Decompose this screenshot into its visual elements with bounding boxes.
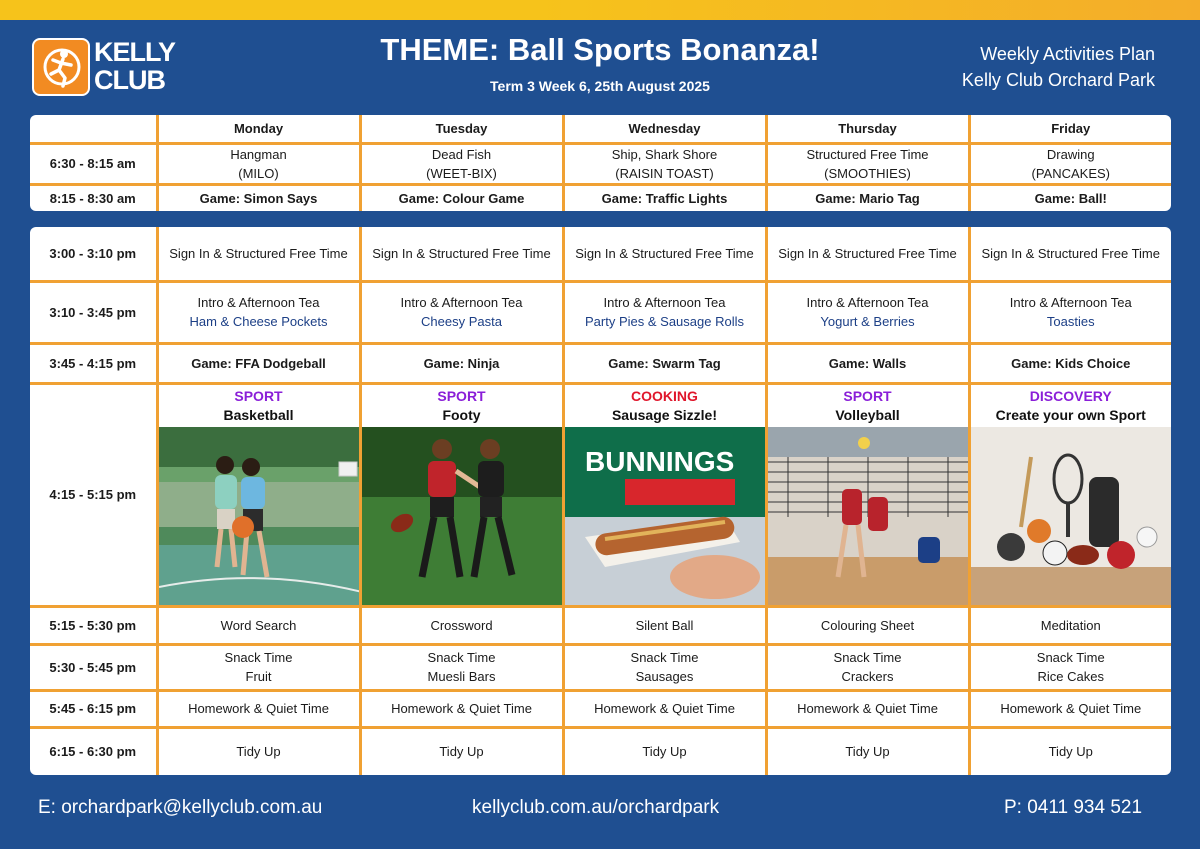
time-slot: 5:15 - 5:30 pm — [30, 606, 157, 644]
homework-cell: Homework & Quiet Time — [969, 690, 1171, 727]
sports-equipment-photo — [971, 427, 1172, 605]
homework-cell: Homework & Quiet Time — [563, 690, 766, 727]
store-sign-text: BUNNINGS — [584, 445, 734, 477]
day-header: Friday — [969, 115, 1171, 143]
snack-cell: Snack Time Fruit — [157, 644, 360, 690]
breakfast-cell: Structured Free Time (SMOOTHIES) — [766, 143, 969, 184]
game-cell: Game: Mario Tag — [766, 184, 969, 211]
day-header: Thursday — [766, 115, 969, 143]
game-cell: Game: Traffic Lights — [563, 184, 766, 211]
afternoon-game-row — [30, 343, 1171, 383]
activity-cell — [360, 383, 563, 606]
signin-cell: Sign In & Structured Free Time — [563, 227, 766, 281]
signin-cell: Sign In & Structured Free Time — [766, 227, 969, 281]
activity-category: SPORT — [437, 387, 486, 404]
snack-cell: Snack Time Sausages — [563, 644, 766, 690]
signin-cell: Sign In & Structured Free Time — [969, 227, 1171, 281]
day-header: Wednesday — [563, 115, 766, 143]
page-title: THEME: Ball Sports Bonanza! — [380, 32, 820, 67]
time-slot: 6:15 - 6:30 pm — [30, 727, 157, 775]
breakfast-row — [30, 143, 1171, 184]
signin-row — [30, 227, 1171, 281]
tea-cell: Intro & Afternoon Tea Toasties — [969, 281, 1171, 343]
breakfast-cell: Ship, Shark Shore (RAISIN TOAST) — [563, 143, 766, 184]
tidy-cell: Tidy Up — [157, 727, 360, 775]
afternoon-schedule-table — [30, 227, 1171, 775]
tidy-cell: Tidy Up — [360, 727, 563, 775]
activity-cell — [157, 383, 360, 606]
snack-cell: Snack Time Muesli Bars — [360, 644, 563, 690]
game-cell: Game: FFA Dodgeball — [157, 343, 360, 383]
tidy-cell: Tidy Up — [766, 727, 969, 775]
signin-cell: Sign In & Structured Free Time — [157, 227, 360, 281]
quiet-cell: Silent Ball — [563, 606, 766, 644]
activity-name: Basketball — [223, 406, 294, 423]
quiet-cell: Word Search — [157, 606, 360, 644]
homework-cell: Homework & Quiet Time — [157, 690, 360, 727]
tea-cell: Intro & Afternoon Tea Yogurt & Berries — [766, 281, 969, 343]
time-slot: 4:15 - 5:15 pm — [30, 383, 157, 606]
game-cell: Game: Ninja — [360, 343, 563, 383]
time-slot: 3:45 - 4:15 pm — [30, 343, 157, 383]
snack-cell: Snack Time Crackers — [766, 644, 969, 690]
volleyball-photo — [768, 427, 968, 605]
homework-cell: Homework & Quiet Time — [766, 690, 969, 727]
quiet-cell: Crossword — [360, 606, 563, 644]
time-slot: 6:30 - 8:15 am — [30, 143, 157, 184]
time-slot: 3:10 - 3:45 pm — [30, 281, 157, 343]
basketball-kids-photo — [159, 427, 359, 605]
term-date: Term 3 Week 6, 25th August 2025 — [490, 78, 710, 94]
activity-cell — [766, 383, 969, 606]
quiet-cell: Colouring Sheet — [766, 606, 969, 644]
game-cell: Game: Kids Choice — [969, 343, 1171, 383]
activity-row — [30, 383, 1171, 606]
quiet-cell: Meditation — [969, 606, 1171, 644]
footy-kids-photo — [362, 427, 562, 605]
tea-cell: Intro & Afternoon Tea Party Pies & Sausage Rolls — [563, 281, 766, 343]
footer-website: kellyclub.com.au/orchardpark — [472, 797, 720, 818]
footer-phone: P: 0411 934 521 — [1004, 797, 1143, 818]
day-header: Tuesday — [360, 115, 563, 143]
time-slot: 5:45 - 6:15 pm — [30, 690, 157, 727]
tidy-cell: Tidy Up — [969, 727, 1171, 775]
game-cell: Game: Colour Game — [360, 184, 563, 211]
game-cell: Game: Ball! — [969, 184, 1171, 211]
signin-cell: Sign In & Structured Free Time — [360, 227, 563, 281]
homework-row — [30, 690, 1171, 727]
breakfast-cell: Drawing (PANCAKES) — [969, 143, 1171, 184]
tea-cell: Intro & Afternoon Tea Ham & Cheese Pockets — [157, 281, 360, 343]
activity-category: COOKING — [631, 387, 698, 404]
activity-name: Footy — [442, 406, 481, 423]
activity-cell — [969, 383, 1171, 606]
game-cell: Game: Walls — [766, 343, 969, 383]
time-slot: 3:00 - 3:10 pm — [30, 227, 157, 281]
top-accent-strip — [0, 0, 1200, 20]
quiet-activity-row — [30, 606, 1171, 644]
game-cell: Game: Simon Says — [157, 184, 360, 211]
plan-title: Weekly Activities Plan — [980, 44, 1155, 64]
blank-corner — [30, 115, 157, 143]
activity-category: DISCOVERY — [1029, 387, 1112, 404]
footer-email: E: orchardpark@kellyclub.com.au — [38, 797, 323, 818]
sausage-sizzle-photo — [565, 427, 765, 605]
tidy-cell: Tidy Up — [563, 727, 766, 775]
kelly-club-logo — [32, 38, 186, 98]
activity-name: Sausage Sizzle! — [611, 406, 718, 423]
activity-category: SPORT — [843, 387, 892, 404]
snack-row — [30, 644, 1171, 690]
running-figure-icon — [32, 38, 90, 96]
homework-cell: Homework & Quiet Time — [360, 690, 563, 727]
logo-wordmark: KELLY CLUB — [94, 37, 176, 95]
tea-cell: Intro & Afternoon Tea Cheesy Pasta — [360, 281, 563, 343]
day-header: Monday — [157, 115, 360, 143]
tea-row — [30, 281, 1171, 343]
location-name: Kelly Club Orchard Park — [961, 70, 1155, 90]
breakfast-cell: Hangman (MILO) — [157, 143, 360, 184]
morning-game-row — [30, 184, 1171, 211]
day-header-row — [30, 115, 1171, 143]
breakfast-cell: Dead Fish (WEET-BIX) — [360, 143, 563, 184]
activity-name: Create your own Sport — [995, 406, 1146, 423]
time-slot: 5:30 - 5:45 pm — [30, 644, 157, 690]
activity-category: SPORT — [234, 387, 283, 404]
snack-cell: Snack Time Rice Cakes — [969, 644, 1171, 690]
tidy-row — [30, 727, 1171, 775]
activity-name: Volleyball — [835, 406, 900, 423]
morning-schedule-table — [30, 115, 1171, 211]
game-cell: Game: Swarm Tag — [563, 343, 766, 383]
activity-cell — [563, 383, 766, 606]
time-slot: 8:15 - 8:30 am — [30, 184, 157, 211]
